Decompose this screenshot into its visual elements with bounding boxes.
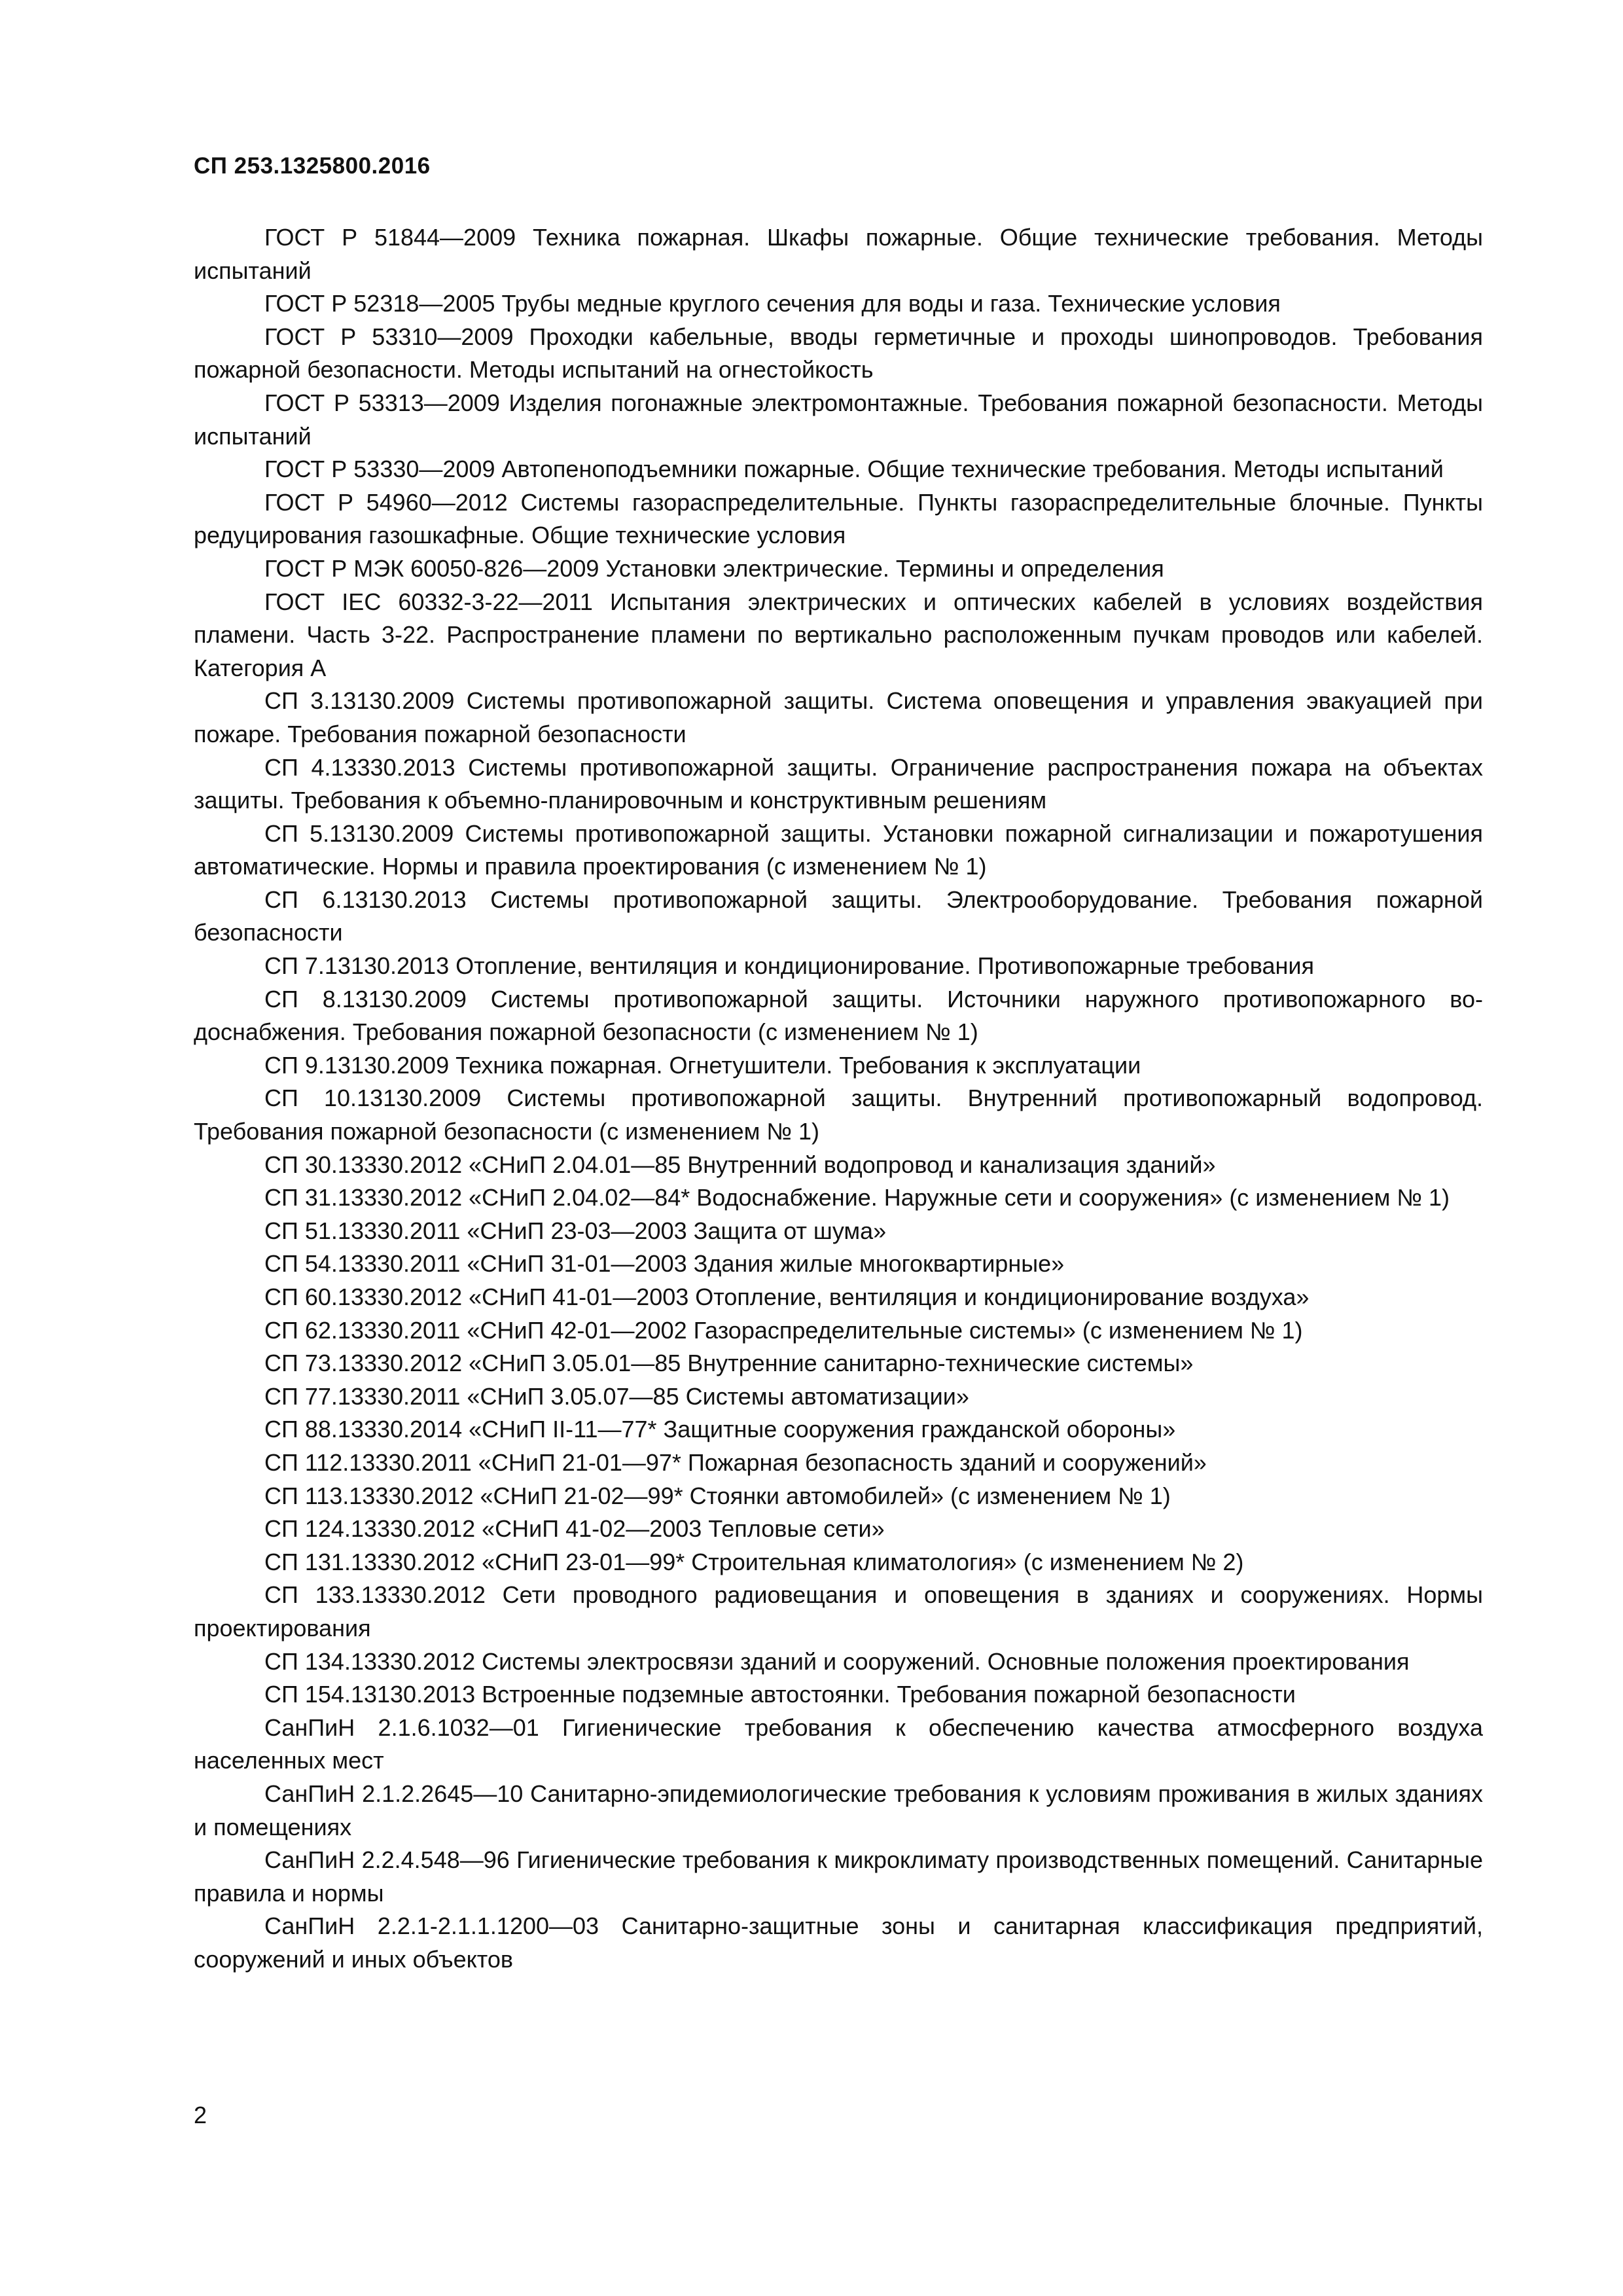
reference-entry: СП 6.13130.2013 Системы противопожарной защиты. Электрооборудование. Требования пожарной безопасности — [194, 886, 1483, 946]
reference-entry: СП 7.13130.2013 Отопление, вентиляция и кондиционирование. Противопожарные требования — [264, 952, 1314, 980]
reference-entry: СП 88.13330.2014 «СНиП II-11—77* Защитные сооружения гражданской обороны» — [264, 1416, 1176, 1443]
reference-entry: СП 51.13330.2011 «СНиП 23-03—2003 Защита от шума» — [264, 1217, 887, 1244]
reference-entry: СП 3.13130.2009 Системы противопожарной защиты. Система оповещения и управления эвакуацией при пожаре. Требования пожарной безопасности — [194, 687, 1483, 747]
reference-entry: ГОСТ Р 53313—2009 Изделия погонажные электромонтажные. Требования пожарной безопасности. Методы испытаний — [194, 389, 1483, 450]
reference-entry: СП 54.13330.2011 «СНиП 31-01—2003 Здания жилые многоквартирные» — [264, 1250, 1065, 1278]
reference-entry: СП 31.13330.2012 «СНиП 2.04.02—84* Водоснабжение. Наружные сети и сооружения» (с изменением № 1) — [264, 1184, 1450, 1211]
page-number: 2 — [194, 2102, 207, 2128]
reference-entry: СП 8.13130.2009 Системы противопожарной защиты. Источники наружного противопожарного водоснабжения. Требования пожарной безопасности (с изменением № 1) — [194, 985, 1483, 1046]
reference-entry: СП 10.13130.2009 Системы противопожарной защиты. Внутренний противопожарный водопровод. Требования пожарной безопасности (с изменением № 1) — [194, 1085, 1483, 1145]
reference-entry: СП 5.13130.2009 Системы противопожарной защиты. Установки пожарной сигнализации и пожаротушения автоматические. Нормы и правила проектирования (с изменением № 1) — [194, 819, 1483, 880]
reference-entry: ГОСТ Р МЭК 60050-826—2009 Установки электрические. Термины и определения — [264, 554, 1164, 582]
reference-entry: СанПиН 2.2.1-2.1.1.1200—03 Санитарно-защитные зоны и санитарная классификация предприятий, сооружений и иных объектов — [194, 1912, 1483, 1973]
reference-entry: СП 124.13330.2012 «СНиП 41-02—2003 Тепловые сети» — [264, 1515, 885, 1543]
reference-entry: СП 30.13330.2012 «СНиП 2.04.01—85 Внутренний водопровод и канализация зданий» — [264, 1151, 1216, 1178]
reference-entry: ГОСТ IEC 60332-3-22—2011 Испытания электрических и оптических кабелей в условиях воздействия пламени. Часть 3-22. Распространение пламени по вертикально расположенным пучкам проводов или кабелей. Категория А — [194, 588, 1483, 681]
reference-entry: СП 133.13330.2012 Сети проводного радиовещания и оповещения в зданиях и сооружениях. Нормы проектирования — [194, 1581, 1483, 1641]
reference-entry: ГОСТ Р 54960—2012 Системы газораспределительные. Пункты газораспределительные блочные. Пункты редуцирования газошкафные. Общие технические условия — [194, 488, 1483, 549]
reference-entry: СП 112.13330.2011 «СНиП 21-01—97* Пожарная безопасность зданий и сооружений» — [264, 1448, 1207, 1476]
reference-entry: СП 62.13330.2011 «СНиП 42-01—2002 Газораспределительные системы» (с изменением № 1) — [264, 1316, 1303, 1344]
reference-entry: СП 4.13330.2013 Системы противопожарной защиты. Ограничение распространения пожара на объектах защиты. Требования к объемно-планировочным и конструктивным решениям — [194, 753, 1483, 814]
reference-entry: ГОСТ Р 51844—2009 Техника пожарная. Шкафы пожарные. Общие технические требования. Методы испытаний — [194, 224, 1483, 284]
reference-entry: СП 134.13330.2012 Системы электросвязи зданий и сооружений. Основные положения проектирования — [264, 1647, 1410, 1675]
reference-entry: СП 60.13330.2012 «СНиП 41-01—2003 Отопление, вентиляция и кондиционирование воздуха» — [264, 1283, 1310, 1310]
normative-references-list — [194, 221, 1483, 1976]
reference-entry: СП 131.13330.2012 «СНиП 23-01—99* Строительная климатология» (с изменением № 2) — [264, 1548, 1244, 1575]
reference-entry: СП 77.13330.2011 «СНиП 3.05.07—85 Системы автоматизации» — [264, 1382, 969, 1410]
reference-entry: СП 9.13130.2009 Техника пожарная. Огнетушители. Требования к эксплуатации — [264, 1051, 1141, 1079]
reference-entry: СанПиН 2.1.6.1032—01 Гигиенические требования к обеспечению качества атмосферного воздуха населенных мест — [194, 1713, 1483, 1774]
reference-entry: ГОСТ Р 53310—2009 Проходки кабельные, вводы герметичные и проходы шинопроводов. Требования пожарной безопасности. Методы испытаний на огнестойкость — [194, 323, 1483, 384]
reference-entry: СП 154.13130.2013 Встроенные подземные автостоянки. Требования пожарной безопасности — [264, 1681, 1296, 1708]
reference-entry: СанПиН 2.1.2.2645—10 Санитарно-эпидемиологические требования к условиям проживания в жилых зданиях и помещениях — [194, 1780, 1483, 1840]
reference-entry: СП 73.13330.2012 «СНиП 3.05.01—85 Внутренние санитарно-технические системы» — [264, 1350, 1194, 1377]
reference-entry: ГОСТ Р 52318—2005 Трубы медные круглого сечения для воды и газа. Технические условия — [264, 290, 1281, 317]
document-code-header: СП 253.1325800.2016 — [194, 153, 431, 179]
reference-entry: СП 113.13330.2012 «СНиП 21-02—99* Стоянки автомобилей» (с изменением № 1) — [264, 1482, 1171, 1509]
reference-entry: СанПиН 2.2.4.548—96 Гигиенические требования к микроклимату производственных помещений. Санитарные правила и нормы — [194, 1846, 1483, 1907]
reference-entry: ГОСТ Р 53330—2009 Автопеноподъемники пожарные. Общие технические требования. Методы испытаний — [264, 456, 1444, 483]
